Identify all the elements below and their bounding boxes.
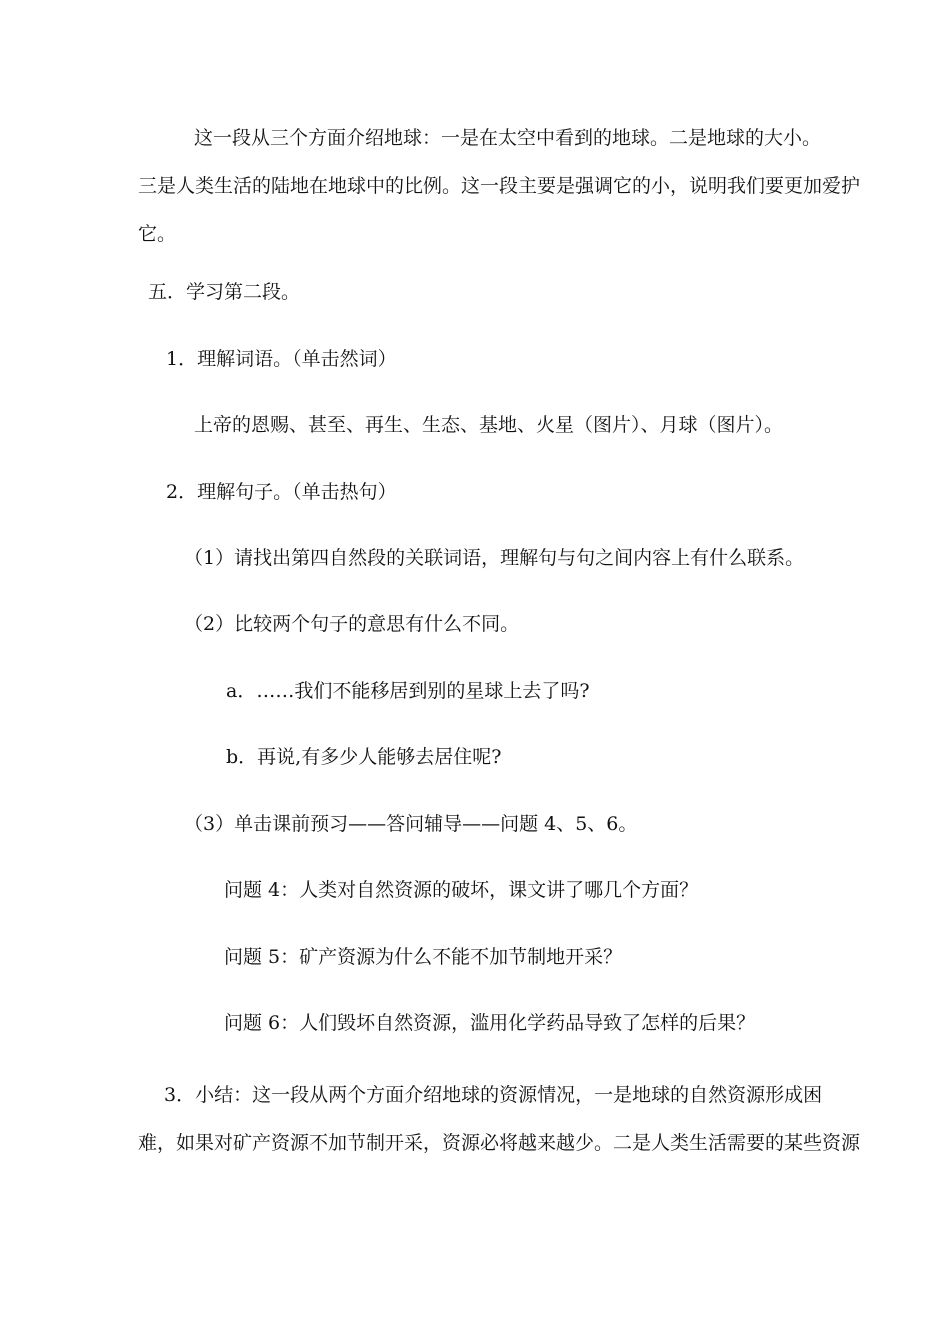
- question-6: 问题 6：人们毁坏自然资源，滥用化学药品导致了怎样的后果？: [224, 1012, 756, 1034]
- item-understand-sentences: 2．理解句子。（单击热句）: [166, 481, 397, 503]
- sub-item-compare: （2）比较两个句子的意思有什么不同。: [184, 613, 520, 635]
- example-sentence-b: b．再说,有多少人能够去居住呢?: [226, 746, 502, 768]
- summary-line: 难，如果对矿产资源不加节制开采，资源必将越来越少。二是人类生活需要的某些资源: [138, 1132, 861, 1154]
- sub-item-conjunctions: （1）请找出第四自然段的关联词语，理解句与句之间内容上有什么联系。: [184, 547, 805, 569]
- paragraph-line: 三是人类生活的陆地在地球中的比例。这一段主要是强调它的小，说明我们要更加爱护: [138, 175, 861, 197]
- question-4: 问题 4：人类对自然资源的破坏，课文讲了哪几个方面？: [224, 879, 699, 901]
- paragraph-line: 它。: [138, 223, 177, 245]
- item-understand-words: 1．理解词语。（单击然词）: [166, 348, 397, 370]
- sub-item-preview: （3）单击课前预习——答问辅导——问题 4、5、6。: [184, 813, 638, 835]
- summary-line: 3．小结：这一段从两个方面介绍地球的资源情况，一是地球的自然资源形成困: [164, 1084, 823, 1106]
- summary-paragraph: [138, 1071, 861, 1167]
- question-5: 问题 5：矿产资源为什么不能不加节制地开采？: [224, 946, 623, 968]
- example-sentence-a: a．……我们不能移居到别的星球上去了吗?: [226, 680, 590, 702]
- word-list: 上帝的恩赐、甚至、再生、生态、基地、火星（图片）、月球（图片）。: [194, 414, 784, 436]
- section-heading: 五．学习第二段。: [148, 281, 301, 303]
- paragraph-line: 这一段从三个方面介绍地球：一是在太空中看到的地球。二是地球的大小。: [194, 127, 822, 149]
- paragraph-earth-intro: [138, 114, 861, 258]
